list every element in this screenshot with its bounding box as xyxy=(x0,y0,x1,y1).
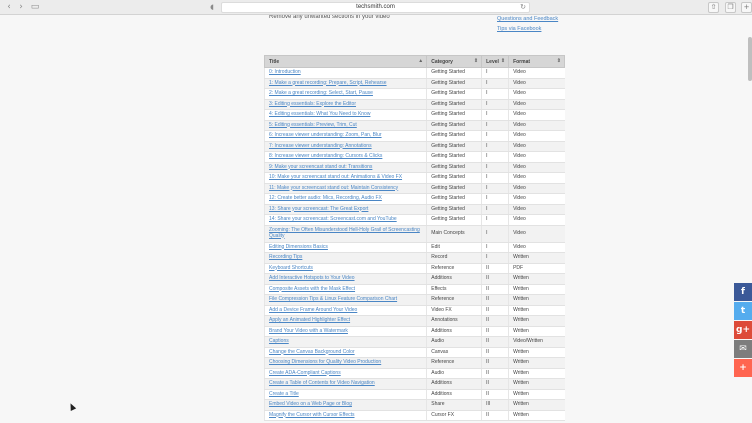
cell-level: II xyxy=(482,305,509,316)
cell-format: Written xyxy=(509,368,565,379)
intro-text: Remove any unwanted sections in your video xyxy=(269,15,390,20)
cell-level: II xyxy=(482,326,509,337)
cell-category: Getting Started xyxy=(427,141,482,152)
cell-category: Share xyxy=(427,400,482,411)
tutorial-link[interactable]: Create a Table of Contents for Video Navigation xyxy=(269,380,375,386)
table-row xyxy=(265,173,565,184)
tutorial-link[interactable]: 7: Increase viewer understanding: Annotations xyxy=(269,142,372,149)
social-share-bar xyxy=(734,283,752,378)
cell-category: Getting Started xyxy=(427,99,482,110)
cell-category: Getting Started xyxy=(427,110,482,121)
cell-title xyxy=(265,368,427,379)
cell-title xyxy=(265,400,427,411)
table-row xyxy=(265,326,565,337)
scrollbar[interactable] xyxy=(748,37,752,81)
cell-title xyxy=(265,242,427,253)
cell-format: Video xyxy=(509,131,565,142)
cell-category: Reference xyxy=(427,358,482,369)
cell-title xyxy=(265,110,427,121)
cell-category: Additions xyxy=(427,274,482,285)
cell-format: Video/Written xyxy=(509,337,565,348)
table-row xyxy=(265,305,565,316)
cell-category: Cursor FX xyxy=(427,410,482,421)
cell-format: Written xyxy=(509,326,565,337)
table-row xyxy=(265,347,565,358)
cell-title xyxy=(265,379,427,390)
cell-format: Written xyxy=(509,410,565,421)
cell-title xyxy=(265,284,427,295)
cell-category: Getting Started xyxy=(427,183,482,194)
cell-format: Written xyxy=(509,389,565,400)
cell-title xyxy=(265,347,427,358)
sort-icon: ⇕ xyxy=(500,58,506,64)
cell-level: II xyxy=(482,379,509,390)
table-row xyxy=(265,337,565,348)
cell-title xyxy=(265,99,427,110)
cell-category: Getting Started xyxy=(427,215,482,226)
cell-format: Written xyxy=(509,347,565,358)
table-row xyxy=(265,110,565,121)
cell-level: II xyxy=(482,263,509,274)
url-text: techsmith.com xyxy=(356,4,395,10)
cell-category: Main Concepts xyxy=(427,225,482,242)
reload-icon[interactable]: ↻ xyxy=(520,4,526,11)
cell-category: Audio xyxy=(427,337,482,348)
cell-level: I xyxy=(482,89,509,100)
tutorial-link[interactable]: Captions xyxy=(269,338,289,344)
table-body xyxy=(265,68,565,421)
cell-category: Canvas xyxy=(427,347,482,358)
cell-format: Video xyxy=(509,162,565,173)
tutorial-link[interactable]: 2: Make a great recording: Select, Start, Pause xyxy=(269,90,373,96)
table-row xyxy=(265,183,565,194)
cell-level: II xyxy=(482,358,509,369)
cell-title xyxy=(265,183,427,194)
plus-icon[interactable]: + xyxy=(741,2,752,13)
cell-category: Getting Started xyxy=(427,152,482,163)
cell-category: Annotations xyxy=(427,316,482,327)
cell-title xyxy=(265,141,427,152)
tutorial-link[interactable]: Editing Dimensions Basics xyxy=(269,243,328,250)
column-header-title[interactable]: Title ▲ xyxy=(265,56,427,68)
cell-format: Video xyxy=(509,225,565,242)
cell-category: Getting Started xyxy=(427,120,482,131)
cell-format: PDF xyxy=(509,263,565,274)
page-content xyxy=(0,15,752,423)
tabs-icon[interactable]: ❐ xyxy=(725,2,736,13)
tutorial-link[interactable]: Create ADA-Compliant Captions xyxy=(269,369,341,376)
cell-title xyxy=(265,326,427,337)
cell-title xyxy=(265,215,427,226)
cell-title xyxy=(265,295,427,306)
tutorial-link[interactable]: 1: Make a great recording: Prepare, Script, Rehearse xyxy=(269,79,387,86)
tutorial-link[interactable]: 14: Share your screencast: Screencast.com and YouTube xyxy=(269,216,397,222)
cell-level: II xyxy=(482,347,509,358)
cell-category: Effects xyxy=(427,284,482,295)
forward-arrow-icon[interactable]: › xyxy=(19,2,23,12)
tutorial-link[interactable]: 6: Increase viewer understanding: Zoom, Pan, Blur xyxy=(269,132,382,138)
cell-title xyxy=(265,120,427,131)
cell-level: I xyxy=(482,204,509,215)
tutorial-link[interactable]: Recording Tips xyxy=(269,254,303,260)
table-row xyxy=(265,295,565,306)
more-icon[interactable]: + xyxy=(734,359,752,377)
cell-category: Record xyxy=(427,253,482,264)
tutorial-link[interactable]: Choosing Dimensions for Quality Video Production xyxy=(269,359,382,365)
cell-category: Getting Started xyxy=(427,173,482,184)
cell-category: Additions xyxy=(427,379,482,390)
cell-level: I xyxy=(482,120,509,131)
cell-format: Written xyxy=(509,274,565,285)
cell-level: I xyxy=(482,141,509,152)
cell-title xyxy=(265,131,427,142)
table-row xyxy=(265,89,565,100)
tutorial-link[interactable]: 13: Share your screencast: The Great Export xyxy=(269,205,369,212)
cell-format: Written xyxy=(509,305,565,316)
tutorial-link[interactable]: 12: Create better audio: Mics, Recording, Audio FX xyxy=(269,195,382,201)
table-row xyxy=(265,99,565,110)
tutorial-link[interactable]: 11: Make your screencast stand out: Maintain Consistency xyxy=(269,184,399,191)
cell-title xyxy=(265,358,427,369)
cell-level: II xyxy=(482,274,509,285)
tutorial-link[interactable]: Brand Your Video with a Watermark xyxy=(269,327,348,334)
cell-format: Video xyxy=(509,89,565,100)
cell-level: I xyxy=(482,253,509,264)
tutorial-link[interactable]: Magnify the Cursor with Cursor Effects xyxy=(269,411,355,418)
cell-title xyxy=(265,410,427,421)
cell-level: I xyxy=(482,194,509,205)
table-row xyxy=(265,358,565,369)
cell-level: III xyxy=(482,400,509,411)
cell-title xyxy=(265,194,427,205)
cell-level: I xyxy=(482,99,509,110)
cell-format: Written xyxy=(509,284,565,295)
tutorial-link[interactable]: 10: Make your screencast stand out: Animations & Video FX xyxy=(269,174,403,180)
cell-title xyxy=(265,204,427,215)
cell-format: Video xyxy=(509,173,565,184)
cell-title xyxy=(265,253,427,264)
cell-category: Reference xyxy=(427,263,482,274)
cell-format: Video xyxy=(509,68,565,79)
cell-format: Written xyxy=(509,295,565,306)
cell-level: I xyxy=(482,215,509,226)
back-arrow-icon[interactable]: ‹ xyxy=(7,2,11,12)
tutorial-link[interactable]: Composite Assets with the Mask Effect xyxy=(269,285,356,292)
tutorial-link[interactable]: 4: Editing essentials: What You Need to Know xyxy=(269,111,371,117)
cell-category: Audio xyxy=(427,368,482,379)
cell-title xyxy=(265,337,427,348)
table-row xyxy=(265,68,565,79)
cell-format: Video xyxy=(509,78,565,89)
table-row xyxy=(265,410,565,421)
tutorial-link[interactable]: 3: Editing essentials: Explore the Editor xyxy=(269,100,356,107)
cell-format: Video xyxy=(509,204,565,215)
cell-title xyxy=(265,274,427,285)
address-bar[interactable] xyxy=(221,2,530,13)
facebook-icon[interactable]: f xyxy=(734,283,752,301)
cell-title xyxy=(265,78,427,89)
cell-format: Written xyxy=(509,316,565,327)
tutorial-link[interactable]: Change the Canvas Background Color xyxy=(269,348,355,355)
cell-level: I xyxy=(482,242,509,253)
cell-level: II xyxy=(482,284,509,295)
tutorial-link[interactable]: File Compression Tips & Linux Feature Comparison Chart xyxy=(269,296,398,302)
cell-category: Additions xyxy=(427,326,482,337)
cell-title xyxy=(265,89,427,100)
table-row xyxy=(265,263,565,274)
cell-format: Written xyxy=(509,379,565,390)
cell-category: Getting Started xyxy=(427,78,482,89)
tutorial-link[interactable]: Add a Device Frame Around Your Video xyxy=(269,306,358,313)
cell-category: Getting Started xyxy=(427,131,482,142)
cell-title xyxy=(265,162,427,173)
cell-category: Reference xyxy=(427,295,482,306)
cell-format: Video xyxy=(509,99,565,110)
questions-feedback-link[interactable]: Questions and Feedback xyxy=(497,16,559,22)
tutorial-link[interactable]: Zooming: The Often Misunderstood Hell-Holy Grail of Screencasting Quality xyxy=(269,227,420,239)
cell-level: I xyxy=(482,173,509,184)
cell-category: Video FX xyxy=(427,305,482,316)
column-header-category[interactable]: Category ⇕ xyxy=(427,56,482,68)
sidebar-icon[interactable]: ▭ xyxy=(30,2,40,12)
cell-level: II xyxy=(482,295,509,306)
cell-level: II xyxy=(482,389,509,400)
table-row xyxy=(265,389,565,400)
cell-title xyxy=(265,305,427,316)
cell-format: Written xyxy=(509,358,565,369)
cell-level: I xyxy=(482,110,509,121)
table-row xyxy=(265,368,565,379)
cell-format: Video xyxy=(509,110,565,121)
tutorial-link[interactable]: Apply an Animated Highlighter Effect xyxy=(269,317,351,323)
table-row xyxy=(265,400,565,411)
cell-format: Video xyxy=(509,120,565,131)
cell-category: Getting Started xyxy=(427,194,482,205)
cell-format: Video xyxy=(509,194,565,205)
cell-title xyxy=(265,316,427,327)
cell-level: I xyxy=(482,183,509,194)
cell-format: Video xyxy=(509,152,565,163)
cell-level: II xyxy=(482,316,509,327)
tutorial-table xyxy=(264,55,565,421)
sort-icon: ⇕ xyxy=(473,58,479,64)
table-row xyxy=(265,131,565,142)
table-row xyxy=(265,284,565,295)
cell-level: I xyxy=(482,78,509,89)
cell-title xyxy=(265,225,427,242)
tutorial-link[interactable]: 8: Increase viewer understanding: Cursors & Clicks xyxy=(269,153,383,159)
tutorial-link[interactable]: Embed Video on a Web Page or Blog xyxy=(269,401,352,407)
tutorial-link[interactable]: 9: Make your screencast stand out: Transitions xyxy=(269,163,373,170)
tutorial-link[interactable]: 5: Editing essentials: Preview, Trim, Cut xyxy=(269,121,357,128)
tutorial-link[interactable]: Create a Title xyxy=(269,390,299,397)
table-row xyxy=(265,225,565,242)
table-row xyxy=(265,274,565,285)
shield-icon[interactable]: ◖ xyxy=(210,3,214,11)
tutorial-link[interactable]: 0: Introduction xyxy=(269,69,301,75)
cell-level: I xyxy=(482,68,509,79)
cell-level: II xyxy=(482,368,509,379)
twitter-icon[interactable]: t xyxy=(734,302,752,320)
table-row xyxy=(265,215,565,226)
sort-icon: ⇕ xyxy=(556,58,561,64)
cell-category: Additions xyxy=(427,389,482,400)
cell-title xyxy=(265,263,427,274)
cell-format: Video xyxy=(509,242,565,253)
cell-category: Edit xyxy=(427,242,482,253)
cell-category: Getting Started xyxy=(427,89,482,100)
cell-level: I xyxy=(482,131,509,142)
cell-level: I xyxy=(482,162,509,173)
tutorial-link[interactable]: Keyboard Shortcuts xyxy=(269,264,313,271)
cell-format: Video xyxy=(509,215,565,226)
column-header-format[interactable]: Format ⇕ xyxy=(509,56,565,68)
tutorial-link[interactable]: Add Interactive Hotspots to Your Video xyxy=(269,275,355,281)
cell-format: Written xyxy=(509,253,565,264)
cell-level: I xyxy=(482,152,509,163)
table-row xyxy=(265,162,565,173)
facebook-tips-link[interactable]: Tips via Facebook xyxy=(497,26,542,32)
table-row xyxy=(265,141,565,152)
table-row xyxy=(265,316,565,327)
table-row xyxy=(265,204,565,215)
cell-format: Written xyxy=(509,400,565,411)
table-row xyxy=(265,242,565,253)
cell-category: Getting Started xyxy=(427,162,482,173)
cell-title xyxy=(265,173,427,184)
cell-title xyxy=(265,152,427,163)
cell-category: Getting Started xyxy=(427,204,482,215)
email-icon[interactable]: ✉ xyxy=(734,340,752,358)
cell-title xyxy=(265,68,427,79)
table-row xyxy=(265,152,565,163)
cell-format: Video xyxy=(509,183,565,194)
cell-format: Video xyxy=(509,141,565,152)
share-icon[interactable]: ⇧ xyxy=(708,2,719,13)
cell-category: Getting Started xyxy=(427,68,482,79)
table-row xyxy=(265,78,565,89)
table-row xyxy=(265,194,565,205)
browser-toolbar xyxy=(0,0,752,15)
cell-level: II xyxy=(482,337,509,348)
column-header-level[interactable]: Level ⇕ xyxy=(482,56,509,68)
google-plus-icon[interactable]: g+ xyxy=(734,321,752,339)
cell-title xyxy=(265,389,427,400)
sort-icon: ▲ xyxy=(418,58,424,64)
table-row xyxy=(265,120,565,131)
cell-level: I xyxy=(482,225,509,242)
table-row xyxy=(265,253,565,264)
table-row xyxy=(265,379,565,390)
cell-level: II xyxy=(482,410,509,421)
